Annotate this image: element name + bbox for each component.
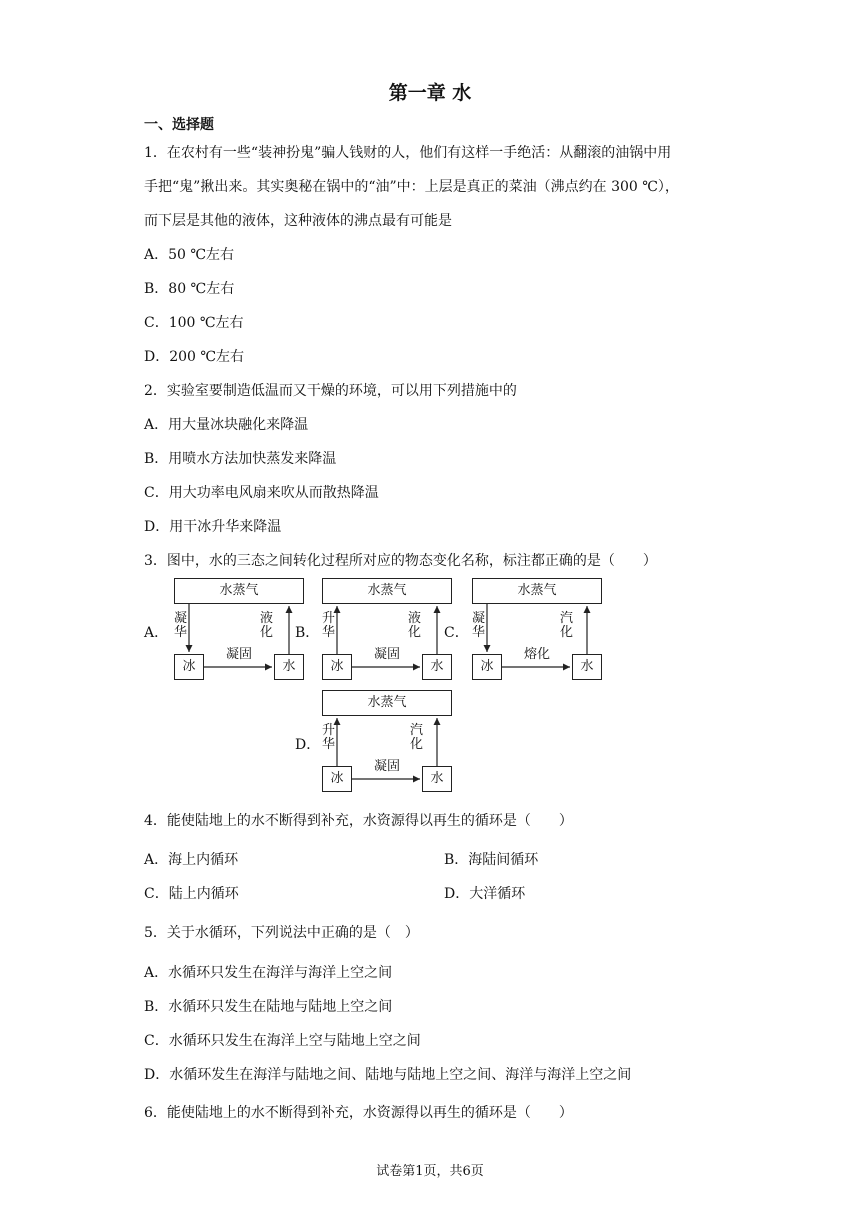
q5-option-d: D．水循环发生在海洋与陆地之间、陆地与陆地上空之间、海洋与海洋上空之间 <box>144 1067 632 1083</box>
q1-option-c: C．100 ℃左右 <box>144 315 244 331</box>
q4-option-a: A．海上内循环 <box>144 852 239 868</box>
q4-option-b: B．海陆间循环 <box>444 852 539 868</box>
q1-option-d: D．200 ℃左右 <box>144 349 245 365</box>
vapor-box: 水蒸气 <box>322 578 452 604</box>
q6-stem: 6．能使陆地上的水不断得到补充，水资源得以再生的循环是（ ） <box>144 1105 573 1121</box>
q2-option-b: B．用喷水方法加快蒸发来降温 <box>144 451 337 467</box>
q3-option-d-letter: D． <box>295 737 321 753</box>
water-box: 水 <box>422 654 452 680</box>
left-arrow-label: 升华 <box>322 611 336 640</box>
ice-box: 冰 <box>174 654 204 680</box>
ice-box: 冰 <box>472 654 502 680</box>
q2-option-d: D．用干冰升华来降温 <box>144 519 282 535</box>
page-title: 第一章 水 <box>388 82 472 104</box>
q5-stem: 5．关于水循环，下列说法中正确的是（ ） <box>144 925 419 941</box>
q3-option-c-letter: C． <box>444 625 469 641</box>
bottom-arrow-label: 凝固 <box>373 647 400 662</box>
q2-option-a: A．用大量冰块融化来降温 <box>144 417 309 433</box>
q1-stem-line2: 手把“鬼”揪出来。其实奥秘在锅中的“油”中：上层是真正的菜油（沸点约在 300 ℃）， <box>144 179 679 195</box>
left-arrow-label: 升华 <box>322 723 336 752</box>
q3-option-b-letter: B． <box>295 625 320 641</box>
bottom-arrow-label: 凝固 <box>225 647 252 662</box>
vapor-box: 水蒸气 <box>472 578 602 604</box>
section-heading: 一、选择题 <box>144 117 214 133</box>
q3-diagram-c <box>472 578 602 680</box>
q3-diagram-d <box>322 690 452 792</box>
ice-box: 冰 <box>322 766 352 792</box>
q3-option-a-letter: A． <box>144 625 169 641</box>
ice-box: 冰 <box>322 654 352 680</box>
q3-stem: 3．图中，水的三态之间转化过程所对应的物态变化名称，标注都正确的是（ ） <box>144 553 657 569</box>
water-box: 水 <box>422 766 452 792</box>
water-box: 水 <box>274 654 304 680</box>
q1-stem-line3: 而下层是其他的液体，这种液体的沸点最有可能是 <box>144 213 452 229</box>
q3-diagram-b <box>322 578 452 680</box>
q1-option-a: A．50 ℃左右 <box>144 247 235 263</box>
q2-option-c: C．用大功率电风扇来吹从而散热降温 <box>144 485 379 501</box>
page-footer: 试卷第1页，共6页 <box>376 1164 484 1179</box>
q3-diagram-a <box>174 578 304 680</box>
q5-option-b: B．水循环只发生在陆地与陆地上空之间 <box>144 999 393 1015</box>
q5-option-a: A．水循环只发生在海洋与海洋上空之间 <box>144 965 393 981</box>
q1-stem-line1: 1．在农村有一些“装神扮鬼”骗人钱财的人，他们有这样一手绝活：从翻滚的油锅中用 <box>144 145 672 161</box>
left-arrow-label: 凝华 <box>472 611 486 640</box>
q4-option-d: D．大洋循环 <box>444 886 526 902</box>
q5-option-c: C．水循环只发生在海洋上空与陆地上空之间 <box>144 1033 421 1049</box>
right-arrow-label: 液化 <box>260 611 274 640</box>
water-box: 水 <box>572 654 602 680</box>
right-arrow-label: 汽化 <box>560 611 574 640</box>
q2-stem: 2．实验室要制造低温而又干燥的环境，可以用下列措施中的 <box>144 383 517 399</box>
vapor-box: 水蒸气 <box>322 690 452 716</box>
bottom-arrow-label: 熔化 <box>523 647 550 662</box>
q4-stem: 4．能使陆地上的水不断得到补充，水资源得以再生的循环是（ ） <box>144 813 573 829</box>
right-arrow-label: 液化 <box>408 611 422 640</box>
q4-option-c: C．陆上内循环 <box>144 886 239 902</box>
right-arrow-label: 汽化 <box>410 723 424 752</box>
left-arrow-label: 凝华 <box>174 611 188 640</box>
q1-option-b: B．80 ℃左右 <box>144 281 235 297</box>
vapor-box: 水蒸气 <box>174 578 304 604</box>
bottom-arrow-label: 凝固 <box>373 759 400 774</box>
